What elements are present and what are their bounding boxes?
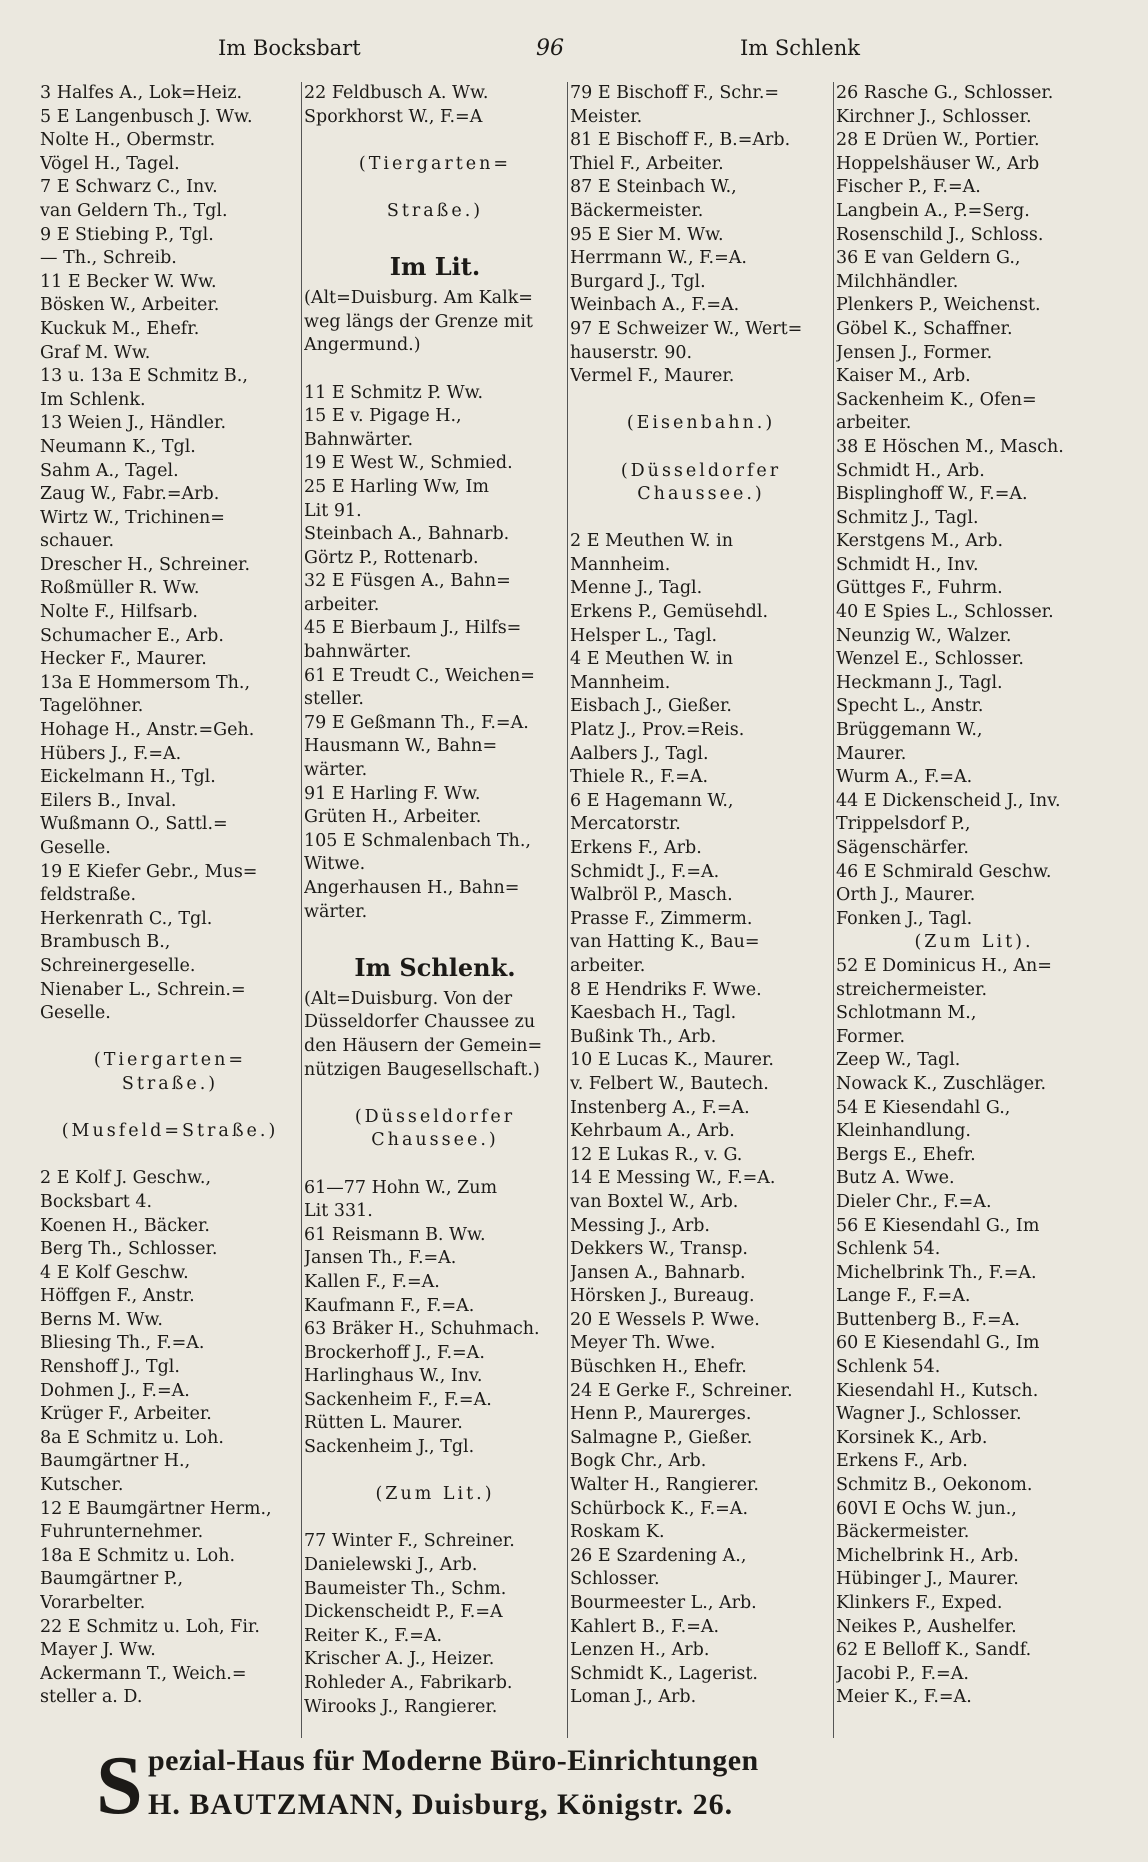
directory-entry: Burgard J., Tgl. bbox=[570, 271, 706, 292]
directory-entry: Kallen F., F.=A. bbox=[304, 1271, 440, 1292]
directory-entry: Jansen Th., F.=A. bbox=[304, 1248, 457, 1269]
directory-entry: 52 E Dominicus H., An= bbox=[836, 955, 1052, 976]
directory-entry: 36 E van Geldern G., bbox=[836, 248, 1021, 269]
directory-entry: Erkens F., Arb. bbox=[836, 1451, 968, 1472]
cross-street-note: (Musfeld=Straße.) bbox=[61, 1121, 279, 1142]
directory-entry: Meier K., F.=A. bbox=[836, 1687, 972, 1708]
directory-entry: 10 E Lucas K., Maurer. bbox=[570, 1050, 774, 1071]
directory-entry: Harlinghaus W., Inv. bbox=[304, 1366, 483, 1387]
directory-entry: — Th., Schreib. bbox=[40, 248, 177, 269]
directory-entry: Krüger F., Arbeiter. bbox=[40, 1404, 212, 1425]
directory-entry: Thiele R., F.=A. bbox=[570, 767, 709, 788]
directory-entry: Jansen A., Bahnarb. bbox=[570, 1262, 746, 1283]
cross-street-note: Chaussee.) bbox=[637, 484, 765, 505]
directory-entry: Bisplinghoff W., F.=A. bbox=[836, 484, 1028, 505]
directory-entry: Jensen J., Former. bbox=[836, 342, 993, 363]
directory-entry: Zeep W., Tagl. bbox=[836, 1050, 961, 1071]
cross-street-note: Straße.) bbox=[121, 1073, 219, 1094]
directory-entry: 4 E Kolf Geschw. bbox=[40, 1262, 189, 1283]
directory-entry: Bäckermeister. bbox=[570, 200, 704, 221]
directory-entry: Instenberg A., F.=A. bbox=[570, 1097, 750, 1118]
directory-entry: 9 E Stiebing P., Tgl. bbox=[40, 224, 214, 245]
column-rule bbox=[567, 82, 568, 1738]
directory-entry: 28 E Drüen W., Portier. bbox=[836, 130, 1040, 151]
directory-entry: Hoppelshäuser W., Arb bbox=[836, 153, 1040, 174]
directory-entry: Kutscher. bbox=[40, 1475, 124, 1496]
directory-entry: Hausmann W., Bahn= bbox=[304, 736, 498, 757]
directory-entry: den Häusern der Gemein= bbox=[304, 1035, 543, 1056]
directory-entry: 4 E Meuthen W. in bbox=[570, 649, 733, 670]
directory-entry: 12 E Lukas R., v. G. bbox=[570, 1144, 743, 1165]
directory-entry: 19 E Kiefer Gebr., Mus= bbox=[40, 861, 258, 882]
directory-entry: Erkens P., Gemüsehdl. bbox=[570, 602, 769, 623]
directory-entry: Nienaber L., Schrein.= bbox=[40, 979, 246, 1000]
directory-entry: Korsinek K., Arb. bbox=[836, 1427, 988, 1448]
directory-entry: Brüggemann W., bbox=[836, 720, 983, 741]
directory-entry: Menne J., Tagl. bbox=[570, 578, 703, 599]
directory-entry: Kahlert B., F.=A. bbox=[570, 1616, 720, 1637]
directory-entry: Hübers J., F.=A. bbox=[40, 743, 182, 764]
directory-entry: Wurm A., F.=A. bbox=[836, 767, 973, 788]
directory-entry: Bösken W., Arbeiter. bbox=[40, 295, 220, 316]
blank-line bbox=[40, 1097, 300, 1121]
directory-entry: 13 u. 13a E Schmitz B., bbox=[40, 366, 248, 387]
directory-entry: Michelbrink Th., F.=A. bbox=[836, 1262, 1037, 1283]
directory-entry: Milchhändler. bbox=[836, 271, 959, 292]
directory-entry: 60VI E Ochs W. jun., bbox=[836, 1498, 1017, 1519]
column-3 bbox=[570, 82, 832, 1738]
directory-entry: Fischer P., F.=A. bbox=[836, 177, 981, 198]
directory-entry: Renshoff J., Tgl. bbox=[40, 1357, 180, 1378]
directory-entry: Lit 331. bbox=[304, 1201, 373, 1222]
directory-entry: 61 Reismann B. Ww. bbox=[304, 1224, 486, 1245]
directory-entry: Erkens F., Arb. bbox=[570, 838, 702, 858]
page-number: 96 bbox=[536, 36, 564, 61]
directory-entry: Angermund.) bbox=[304, 335, 421, 356]
directory-entry: Düsseldorfer Chaussee zu bbox=[304, 1012, 536, 1033]
directory-entry: 6 E Hagemann W., bbox=[570, 790, 734, 811]
directory-entry: Hübinger J., Maurer. bbox=[836, 1569, 1019, 1590]
directory-entry: streichermeister. bbox=[836, 979, 988, 1000]
directory-entry: Baumeister Th., Schm. bbox=[304, 1578, 507, 1599]
directory-entry: Brambusch B., bbox=[40, 932, 171, 953]
directory-entry: Mayer J. Ww. bbox=[40, 1640, 156, 1661]
directory-entry: Sägenschärfer. bbox=[836, 838, 969, 858]
directory-entry: Rütten L. Maurer. bbox=[304, 1413, 463, 1434]
directory-entry: Grüten H., Arbeiter. bbox=[304, 807, 482, 828]
blank-line bbox=[304, 1082, 566, 1106]
directory-entry: (Alt=Duisburg. Von der bbox=[304, 988, 513, 1009]
directory-entry: 13a E Hommersom Th., bbox=[40, 672, 251, 693]
directory-entry: Neunzig W., Walzer. bbox=[836, 625, 1012, 646]
directory-entry: 20 E Wessels P. Wwe. bbox=[570, 1309, 760, 1330]
directory-entry: 11 E Schmitz P. Ww. bbox=[304, 382, 484, 403]
directory-entry: Klinkers F., Exped. bbox=[836, 1593, 1003, 1613]
directory-entry: Eilers B., Inval. bbox=[40, 790, 177, 811]
directory-entry: Dieler Chr., F.=A. bbox=[836, 1191, 992, 1212]
directory-entry: Graf M. Ww. bbox=[40, 342, 151, 363]
directory-entry: Lit 91. bbox=[304, 500, 362, 521]
directory-entry: 63 Bräker H., Schuhmach. bbox=[304, 1319, 540, 1340]
directory-entry: Wagner J., Schlosser. bbox=[836, 1404, 1022, 1425]
directory-entry: Steinbach A., Bahnarb. bbox=[304, 524, 510, 545]
directory-entry: Roßmüller R. Ww. bbox=[40, 578, 200, 599]
directory-entry: 105 E Schmalenbach Th., bbox=[304, 830, 531, 851]
directory-entry: Bocksbart 4. bbox=[40, 1191, 153, 1212]
directory-entry: Zaug W., Fabr.=Arb. bbox=[40, 484, 220, 505]
blank-line bbox=[304, 924, 566, 948]
directory-entry: Salmagne P., Gießer. bbox=[570, 1427, 753, 1448]
directory-entry: Kehrbaum A., Arb. bbox=[570, 1121, 735, 1142]
directory-entry: Bahnwärter. bbox=[304, 429, 414, 450]
directory-entry: bahnwärter. bbox=[304, 642, 412, 663]
directory-entry: Wenzel E., Schlosser. bbox=[836, 649, 1024, 670]
blank-line bbox=[304, 1153, 566, 1177]
directory-entry: 26 E Szardening A., bbox=[570, 1545, 747, 1566]
directory-entry: 56 E Kiesendahl G., Im bbox=[836, 1215, 1040, 1236]
directory-entry: Rosenschild J., Schloss. bbox=[836, 224, 1044, 245]
blank-line bbox=[570, 389, 832, 413]
blank-line bbox=[304, 1460, 566, 1484]
directory-entry: Kaufmann F., F.=A. bbox=[304, 1295, 475, 1316]
directory-entry: Lange F., F.=A. bbox=[836, 1286, 971, 1307]
directory-entry: Koenen H., Bäcker. bbox=[40, 1215, 210, 1236]
directory-entry: Bourmeester L., Arb. bbox=[570, 1593, 757, 1613]
directory-entry: Kaesbach H., Tagl. bbox=[570, 1003, 737, 1024]
directory-entry: 24 E Gerke F., Schreiner. bbox=[570, 1380, 793, 1401]
directory-entry: Büschken H., Ehefr. bbox=[570, 1357, 747, 1378]
directory-entry: 79 E Bischoff F., Schr.= bbox=[570, 83, 780, 103]
advertisement-banner bbox=[96, 1740, 1076, 1836]
directory-entry: 46 E Schmirald Geschw. bbox=[836, 861, 1052, 882]
directory-entry: Brockerhoff J., F.=A. bbox=[304, 1342, 485, 1363]
directory-entry: 2 E Kolf J. Geschw., bbox=[40, 1168, 212, 1189]
directory-entry: 19 E West W., Schmied. bbox=[304, 453, 513, 474]
directory-entry: Kiesendahl H., Kutsch. bbox=[836, 1380, 1039, 1401]
directory-entry: Schreinergeselle. bbox=[40, 955, 196, 976]
directory-entry: Michelbrink H., Arb. bbox=[836, 1545, 1019, 1566]
directory-entry: Schürbock K., F.=A. bbox=[570, 1498, 749, 1519]
directory-entry: Wußmann O., Sattl.= bbox=[40, 814, 228, 835]
cross-street-note: (Tiergarten= bbox=[358, 153, 512, 174]
directory-entry: Kleinhandlung. bbox=[836, 1121, 971, 1142]
directory-entry: 13 Weien J., Händler. bbox=[40, 413, 227, 434]
directory-entry: Trippelsdorf P., bbox=[836, 814, 971, 835]
directory-entry: Eickelmann H., Tgl. bbox=[40, 767, 216, 788]
directory-entry: Bogk Chr., Arb. bbox=[570, 1451, 707, 1472]
directory-entry: 11 E Becker W. Ww. bbox=[40, 271, 217, 292]
directory-entry: 91 E Harling F. Ww. bbox=[304, 783, 481, 804]
directory-entry: Fonken J., Tagl. bbox=[836, 908, 973, 929]
directory-entry: Mercatorstr. bbox=[570, 814, 681, 835]
directory-entry: Angerhausen H., Bahn= bbox=[304, 878, 520, 898]
directory-entry: Aalbers J., Tagl. bbox=[570, 743, 709, 764]
directory-entry: Nolte H., Obermstr. bbox=[40, 130, 216, 151]
directory-entry: Tagelöhner. bbox=[40, 696, 144, 717]
directory-entry: 81 E Bischoff F., B.=Arb. bbox=[570, 130, 791, 151]
directory-entry: 8a E Schmitz u. Loh. bbox=[40, 1427, 224, 1448]
directory-entry: Drescher H., Schreiner. bbox=[40, 554, 251, 575]
directory-entry: weg längs der Grenze mit bbox=[304, 311, 533, 332]
directory-entry: Göbel K., Schaffner. bbox=[836, 318, 1013, 339]
directory-entry: Maurer. bbox=[836, 743, 907, 764]
directory-entry: 40 E Spies L., Schlosser. bbox=[836, 602, 1054, 623]
directory-entry: Schmidt J., F.=A. bbox=[570, 861, 720, 882]
directory-entry: Messing J., Arb. bbox=[570, 1215, 710, 1236]
street-heading: Im Schlenk. bbox=[354, 952, 516, 982]
directory-entry: Rohleder A., Fabrikarb. bbox=[304, 1673, 513, 1693]
directory-entry: 26 Rasche G., Schlosser. bbox=[836, 83, 1054, 103]
directory-entry: arbeiter. bbox=[304, 594, 380, 615]
directory-entry: 60 E Kiesendahl G., Im bbox=[836, 1333, 1040, 1354]
directory-entry: 77 Winter F., Schreiner. bbox=[304, 1531, 515, 1552]
cross-street-note: (Eisenbahn.) bbox=[626, 413, 776, 434]
directory-entry: steller. bbox=[304, 689, 364, 710]
directory-entry: Plenkers P., Weichenst. bbox=[836, 295, 1041, 316]
blank-line bbox=[304, 129, 566, 153]
directory-entry: 3 Halfes A., Lok=Heiz. bbox=[40, 83, 243, 103]
directory-entry: Hohage H., Anstr.=Geh. bbox=[40, 720, 255, 741]
header-left: Im Bocksbart bbox=[218, 36, 361, 60]
blank-line bbox=[304, 176, 566, 200]
directory-entry: 7 E Schwarz C., Inv. bbox=[40, 177, 218, 198]
directory-entry: Heckmann J., Tagl. bbox=[836, 672, 1003, 693]
blank-line bbox=[40, 1144, 300, 1168]
directory-entry: Buttenberg B., F.=A. bbox=[836, 1309, 1020, 1330]
directory-entry: arbeiter. bbox=[836, 413, 912, 434]
directory-entry: schauer. bbox=[40, 531, 115, 552]
header-right: Im Schlenk bbox=[740, 36, 860, 60]
directory-entry: Bußink Th., Arb. bbox=[570, 1026, 717, 1047]
directory-entry: Kaiser M., Arb. bbox=[836, 366, 971, 387]
directory-entry: Meister. bbox=[570, 106, 643, 127]
directory-entry: Thiel F., Arbeiter. bbox=[570, 153, 724, 174]
directory-entry: Schlosser. bbox=[570, 1569, 660, 1590]
directory-entry: 12 E Baumgärtner Herm., bbox=[40, 1498, 272, 1519]
directory-entry: Berns M. Ww. bbox=[40, 1309, 163, 1330]
directory-entry: 54 E Kiesendahl G., bbox=[836, 1097, 1011, 1118]
directory-entry: Loman J., Arb. bbox=[570, 1687, 697, 1708]
directory-entry: Lenzen H., Arb. bbox=[570, 1640, 710, 1661]
directory-entry: Herkenrath C., Tgl. bbox=[40, 908, 213, 929]
directory-entry: Walter H., Rangierer. bbox=[570, 1475, 759, 1496]
directory-entry: Schlotmann M., bbox=[836, 1003, 977, 1024]
directory-entry: Nolte F., Hilfsarb. bbox=[40, 602, 198, 623]
directory-entry: 61—77 Hohn W., Zum bbox=[304, 1177, 498, 1198]
directory-entry: Geselle. bbox=[40, 838, 111, 858]
directory-entry: 14 E Messing W., F.=A. bbox=[570, 1168, 776, 1189]
directory-entry: 44 E Dickenscheid J., Inv. bbox=[836, 790, 1061, 811]
directory-entry: arbeiter. bbox=[570, 955, 646, 976]
directory-entry: van Geldern Th., Tgl. bbox=[40, 200, 228, 221]
column-1 bbox=[40, 82, 300, 1738]
directory-entry: Langbein A., P.=Serg. bbox=[836, 200, 1030, 221]
directory-entry: hauserstr. 90. bbox=[570, 342, 693, 363]
directory-entry: 87 E Steinbach W., bbox=[570, 177, 737, 198]
column-2 bbox=[304, 82, 566, 1738]
directory-entry: Danielewski J., Arb. bbox=[304, 1555, 478, 1576]
directory-entry: Höffgen F., Anstr. bbox=[40, 1286, 195, 1307]
directory-entry: Butz A. Wwe. bbox=[836, 1168, 955, 1189]
directory-entry: Geselle. bbox=[40, 1003, 111, 1024]
column-rule bbox=[301, 82, 302, 1738]
directory-entry: 22 Feldbusch A. Ww. bbox=[304, 83, 489, 103]
directory-entry: Fuhrunternehmer. bbox=[40, 1522, 204, 1543]
directory-entry: 25 E Harling Ww, Im bbox=[304, 476, 489, 497]
directory-entry: Schmidt H., Inv. bbox=[836, 554, 979, 575]
cross-street-note: (Düsseldorfer bbox=[620, 460, 782, 481]
directory-entry: Im Schlenk. bbox=[40, 389, 146, 410]
cross-street-note: (Zum Lit.) bbox=[375, 1484, 495, 1505]
directory-entry: Hecker F., Maurer. bbox=[40, 649, 207, 670]
directory-entry: Vorarbelter. bbox=[40, 1593, 146, 1613]
directory-entry: 97 E Schweizer W., Wert= bbox=[570, 318, 803, 339]
directory-entry: Krischer A. J., Heizer. bbox=[304, 1649, 495, 1670]
directory-entry: Walbröl P., Masch. bbox=[570, 885, 733, 906]
directory-entry: Prasse F., Zimmerm. bbox=[570, 908, 753, 929]
directory-entry: 5 E Langenbusch J. Ww. bbox=[40, 106, 253, 127]
directory-entry: 15 E v. Pigage H., bbox=[304, 406, 462, 427]
directory-entry: v. Felbert W., Bautech. bbox=[570, 1073, 769, 1094]
directory-entry: 79 E Geßmann Th., F.=A. bbox=[304, 712, 529, 733]
directory-entry: Meyer Th. Wwe. bbox=[570, 1333, 716, 1354]
directory-entry: Wirtz W., Trichinen= bbox=[40, 507, 225, 528]
blank-line bbox=[570, 507, 832, 531]
directory-entry: Mannheim. bbox=[570, 672, 671, 693]
directory-entry: Schmidt K., Lagerist. bbox=[570, 1663, 758, 1684]
directory-entry: 45 E Bierbaum J., Hilfs= bbox=[304, 618, 522, 639]
directory-entry: Neumann K., Tgl. bbox=[40, 436, 196, 457]
directory-entry: 62 E Belloff K., Sandf. bbox=[836, 1640, 1032, 1661]
directory-entry: van Hatting K., Bau= bbox=[570, 932, 760, 953]
directory-entry: Roskam K. bbox=[570, 1522, 665, 1543]
directory-entry: Vögel H., Tagel. bbox=[40, 153, 180, 174]
directory-entry: Weinbach A., F.=A. bbox=[570, 295, 740, 316]
directory-entry: Güttges F., Fuhrm. bbox=[836, 578, 1003, 599]
directory-entry: Jacobi P., F.=A. bbox=[836, 1663, 969, 1684]
directory-entry: Wirooks J., Rangierer. bbox=[304, 1696, 498, 1717]
directory-entry: Baumgärtner P., bbox=[40, 1569, 184, 1590]
directory-entry: Dohmen J., F.=A. bbox=[40, 1380, 190, 1401]
directory-entry: Mannheim. bbox=[570, 554, 671, 575]
directory-entry: Ackermann T., Weich.= bbox=[40, 1663, 247, 1684]
directory-entry: 61 E Treudt C., Weichen= bbox=[304, 665, 535, 686]
directory-entry: Henn P., Maurerges. bbox=[570, 1404, 752, 1425]
directory-entry: Schmitz B., Oekonom. bbox=[836, 1475, 1033, 1496]
directory-entry: van Boxtel W., Arb. bbox=[570, 1191, 739, 1212]
street-heading: Im Lit. bbox=[389, 252, 481, 282]
directory-entry: Berg Th., Schlosser. bbox=[40, 1239, 218, 1260]
blank-line bbox=[304, 1507, 566, 1531]
directory-entry: 18a E Schmitz u. Loh. bbox=[40, 1545, 236, 1566]
directory-entry: 22 E Schmitz u. Loh, Fir. bbox=[40, 1616, 260, 1637]
directory-entry: Schmitz J., Tagl. bbox=[836, 507, 979, 528]
directory-entry: Reiter K., F.=A. bbox=[304, 1625, 443, 1646]
ad-line-2: H. BAUTZMANN, Duisburg, Königstr. 26. bbox=[148, 1788, 734, 1821]
directory-entry: Hörsken J., Bureaug. bbox=[570, 1286, 755, 1307]
directory-entry: Sackenheim K., Ofen= bbox=[836, 389, 1037, 410]
directory-entry: Görtz P., Rottenarb. bbox=[304, 547, 479, 568]
directory-entry: Vermel F., Maurer. bbox=[570, 366, 735, 387]
directory-entry: Bliesing Th., F.=A. bbox=[40, 1333, 205, 1354]
directory-entry: wärter. bbox=[304, 760, 368, 781]
directory-entry: Sahm A., Tagel. bbox=[40, 460, 179, 481]
directory-entry: Former. bbox=[836, 1026, 906, 1047]
directory-entry: Eisbach J., Gießer. bbox=[570, 696, 732, 717]
directory-entry: Bergs E., Ehefr. bbox=[836, 1144, 976, 1165]
ad-initial: S bbox=[96, 1739, 143, 1832]
blank-line bbox=[40, 1026, 300, 1050]
directory-entry: Kirchner J., Schlosser. bbox=[836, 106, 1032, 127]
directory-entry: Bäckermeister. bbox=[836, 1522, 970, 1543]
directory-entry: steller a. D. bbox=[40, 1687, 143, 1708]
directory-entry: Helsper L., Tagl. bbox=[570, 625, 718, 646]
directory-entry: Kerstgens M., Arb. bbox=[836, 531, 1004, 552]
directory-entry: 95 E Sier M. Ww. bbox=[570, 224, 724, 245]
blank-line bbox=[570, 436, 832, 460]
cross-street-note: Straße.) bbox=[386, 200, 484, 221]
directory-entry: Schumacher E., Arb. bbox=[40, 625, 224, 646]
cross-street-note: Chaussee.) bbox=[371, 1130, 499, 1151]
blank-line bbox=[304, 358, 566, 382]
directory-entry: Sackenheim J., Tgl. bbox=[304, 1437, 475, 1458]
column-4 bbox=[836, 82, 1112, 1738]
directory-entry: Witwe. bbox=[304, 854, 366, 875]
directory-entry: Sackenheim F., F.=A. bbox=[304, 1389, 492, 1410]
directory-entry: Neikes P., Aushelfer. bbox=[836, 1616, 1017, 1637]
directory-entry: (Alt=Duisburg. Am Kalk= bbox=[304, 288, 533, 309]
directory-entry: 32 E Füsgen A., Bahn= bbox=[304, 571, 511, 592]
cross-street-note: (Düsseldorfer bbox=[354, 1106, 516, 1127]
directory-entry: Dickenscheidt P., F.=A bbox=[304, 1602, 503, 1623]
directory-entry: Nowack K., Zuschläger. bbox=[836, 1073, 1047, 1094]
directory-entry: 38 E Höschen M., Masch. bbox=[836, 436, 1064, 457]
directory-entry: Dekkers W., Transp. bbox=[570, 1239, 748, 1260]
ad-line-1: pezial-Haus für Moderne Büro-Einrichtungen bbox=[148, 1744, 759, 1777]
running-header bbox=[0, 32, 1148, 72]
directory-entry: Kuckuk M., Ehefr. bbox=[40, 318, 200, 339]
directory-entry: Specht L., Anstr. bbox=[836, 696, 984, 717]
directory-entry: 8 E Hendriks F. Wwe. bbox=[570, 979, 762, 1000]
directory-entry: feldstraße. bbox=[40, 885, 137, 906]
column-rule bbox=[833, 82, 834, 1738]
cross-street-note: (Zum Lit). bbox=[914, 932, 1034, 953]
directory-entry: Baumgärtner H., bbox=[40, 1451, 191, 1472]
blank-line bbox=[304, 224, 566, 248]
directory-entry: nützigen Baugesellschaft.) bbox=[304, 1059, 540, 1080]
directory-entry: Platz J., Prov.=Reis. bbox=[570, 720, 745, 741]
directory-entry: Sporkhorst W., F.=A bbox=[304, 106, 483, 127]
directory-entry: Schmidt H., Arb. bbox=[836, 460, 985, 481]
directory-entry: Herrmann W., F.=A. bbox=[570, 248, 747, 269]
directory-entry: Schlenk 54. bbox=[836, 1357, 941, 1378]
directory-entry: Orth J., Maurer. bbox=[836, 885, 976, 906]
directory-entry: 2 E Meuthen W. in bbox=[570, 531, 733, 552]
directory-entry: wärter. bbox=[304, 901, 368, 922]
directory-entry: Schlenk 54. bbox=[836, 1239, 941, 1260]
cross-street-note: (Tiergarten= bbox=[93, 1050, 247, 1071]
